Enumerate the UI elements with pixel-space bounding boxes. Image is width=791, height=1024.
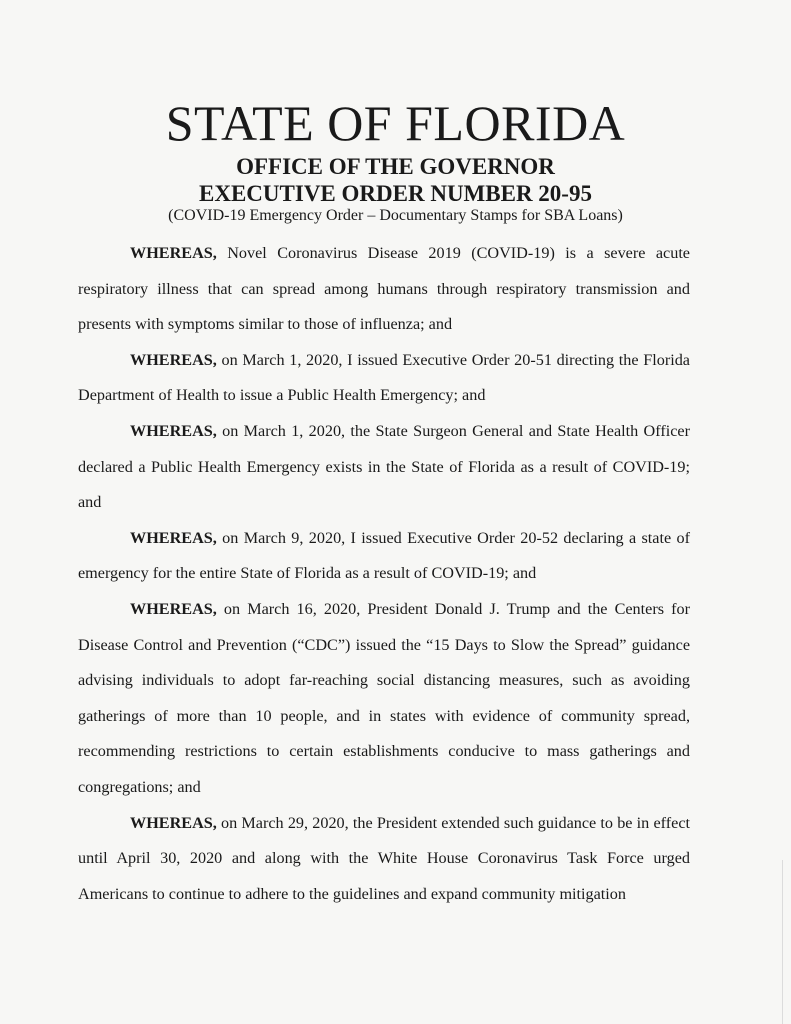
whereas-paragraph-3 (78, 414, 690, 521)
office-title: OFFICE OF THE GOVERNOR (236, 154, 555, 179)
whereas-keyword: WHEREAS, (130, 244, 217, 262)
whereas-keyword: WHEREAS, (130, 599, 217, 618)
order-subtitle: (COVID-19 Emergency Order – Documentary Stamps for SBA Loans) (168, 207, 623, 224)
paragraph-text: on March 1, 2020, I issued Executive Order 20-51 directing the Florida Department of Health to issue a Public Health Emergency; and (78, 350, 690, 405)
paragraph-text: on March 1, 2020, the State Surgeon General and State Health Officer declared a Public Health Emergency exists in the State of Florida as a result of COVID-19; and (78, 421, 690, 512)
whereas-paragraph-2 (78, 343, 690, 414)
whereas-keyword: WHEREAS, (130, 813, 217, 832)
whereas-paragraph-6 (78, 806, 690, 913)
executive-order-number: EXECUTIVE ORDER NUMBER 20-95 (199, 181, 592, 206)
state-title: STATE OF FLORIDA (165, 95, 626, 151)
whereas-keyword: WHEREAS, (130, 421, 217, 440)
whereas-keyword: WHEREAS, (130, 528, 217, 547)
whereas-paragraph-1 (78, 236, 690, 343)
whereas-paragraph-5 (78, 592, 690, 806)
paragraph-text: on March 29, 2020, the President extended such guidance to be in effect until April 30, 2020 and along with the White House Coronavirus Task Force urged Americans to continue to adhere to the guidelines and expand community mitigation (78, 813, 690, 903)
order-body (78, 236, 690, 912)
paragraph-text: on March 9, 2020, I issued Executive Order 20-52 declaring a state of emergency for the entire State of Florida as a result of COVID-19; and (78, 528, 690, 583)
whereas-keyword: WHEREAS, (130, 350, 217, 369)
paragraph-text: Novel Coronavirus Disease 2019 (COVID-19) is a severe acute respiratory illness that can spread among humans through respiratory transmission and presents with symptoms similar to those of influenza; and (78, 244, 690, 334)
paragraph-text: on March 16, 2020, President Donald J. Trump and the Centers for Disease Control and Prevention (“CDC”) issued the “15 Days to Slow the Spread” guidance advising individuals to adopt far-reaching social distancing measures, such as avoiding gatherings of more than 10 people, and in states with evidence of community spread, recommending restrictions to certain establishments conducive to mass gatherings and congregations; and (78, 599, 690, 796)
scan-edge-line (782, 860, 783, 1024)
whereas-paragraph-4 (78, 521, 690, 592)
